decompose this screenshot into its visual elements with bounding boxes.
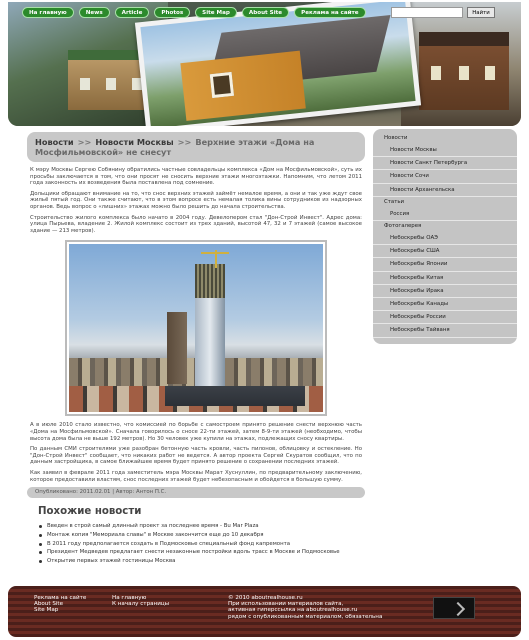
sidebar-item-news[interactable]: Новости: [384, 135, 408, 141]
footer: [8, 586, 521, 637]
page-title: Верхние этажи «Дома на Мосфильмовской» не снесут: [35, 137, 315, 157]
article-paragraph: Дольщики обращают внимание на то, что снос верхних этажей займёт немалое время, а они и так уже ждут свое жильё пятый год. Они также считают, что в этом вопросе есть немалая толика вины сотрудников из надзорных органов. Ведь вопрос о «лишних» этажах можно было решить до начала строительства.: [30, 190, 362, 210]
nav-photos[interactable]: Photos: [154, 7, 190, 18]
sidebar-item-russia[interactable]: Россия: [373, 208, 517, 221]
sidebar-item-iraq[interactable]: Небоскребы Ирака: [373, 285, 517, 298]
sidebar-item-spb-news[interactable]: Новости Санкт Петербурга: [373, 157, 517, 170]
search-input[interactable]: [391, 7, 463, 18]
related-news-item[interactable]: Президент Медведев предлагает снести незаконные постройки вдоль трасс в Москве и Подмосковье: [39, 548, 365, 557]
related-news-item[interactable]: Открытие первых этажей гостиницы Москва: [39, 557, 365, 566]
nav-site-map[interactable]: Site Map: [195, 7, 237, 18]
copyright-line: При использовании материалов сайта,: [228, 601, 344, 608]
related-news-item[interactable]: В 2011 году предполагается создать в Подмосковье специальный фонд капремонта: [39, 540, 365, 549]
breadcrumb-moscow-news[interactable]: Новости Москвы: [95, 137, 174, 147]
article-meta: Опубликовано: 2011.02.01 | Автор: Антон П.С.: [27, 487, 365, 498]
sidebar-menu: [373, 129, 517, 344]
footer-link-about[interactable]: About Site: [34, 601, 64, 608]
related-news-title: Похожие новости: [38, 506, 142, 518]
search-form: [391, 7, 495, 18]
article-paragraph: А в июле 2010 стало известно, что комиссией по борьбе с самостроем принято решение снести верхнюю часть «Дома на Мосфильмовской». Сначала говорилось о сносе 22-ти этажей, затем 8-9-ти этажей (необходимо, чтобы высота дома была не выше 192 метров). Но 30 человек уже купили на этажах, подлежащих сносу квартиры.: [30, 422, 362, 442]
article-paragraph: Строительство жилого комплекса было начато в 2004 году. Девелопером стал "Дон-Строй Инвест". Адрес дома: улица Пырьева, владение 2. Жилой комплекс состоит из трех зданий, высотой 47, 32 и 7 этажей (самое высокое здание — 213 метров).: [30, 214, 362, 234]
nav-news[interactable]: News: [79, 7, 110, 18]
sidebar-item-japan[interactable]: Небоскребы Японии: [373, 258, 517, 271]
footer-link-home[interactable]: На главную: [112, 595, 147, 601]
breadcrumb: [27, 132, 365, 162]
nav-article[interactable]: Article: [115, 7, 150, 18]
house-right-image: [419, 32, 509, 110]
footer-link-top[interactable]: К началу страницы: [112, 601, 170, 608]
nav-advertising[interactable]: Реклама на сайте: [294, 7, 366, 18]
article-photo: [65, 240, 327, 416]
header-banner: [8, 2, 521, 126]
sidebar-item-articles[interactable]: Статьи: [384, 198, 405, 205]
related-news-item[interactable]: Введен в строй самый длинный проект за последнее время - Bu Mar Plaza: [39, 522, 365, 531]
article-paragraph: К мэру Москвы Сергею Собянину обратились частные совладельцы комплекса «Дом на Мосфильмовской», суть их просьбы заключается в том, что они просят не сносить верхние этажи многоэтажки. Напомним, что летом 2011 года законность их возведения была поставлена под сомнение.: [30, 167, 362, 187]
related-news-list: [39, 522, 365, 566]
breadcrumb-separator: >>: [177, 137, 192, 147]
footer-links-col1: [34, 595, 86, 614]
header-photo-center: [135, 2, 421, 126]
article-paragraph: Как заявил в феврале 2011 года заместитель мэра Москвы Марат Хуснуллин, по предварительному заключению, которое предоставили властям, снос последних этажей будет небезопасным и обойдется в большую сумму.: [30, 469, 362, 483]
sidebar-item-russia-skyscrapers[interactable]: Небоскребы России: [373, 311, 517, 324]
sidebar-item-usa[interactable]: Небоскребы США: [373, 245, 517, 258]
sidebar-item-gallery[interactable]: Фотогалерея: [384, 223, 422, 230]
copyright-line: активная гиперссылка на aboutrealhouse.ru: [228, 607, 358, 614]
footer-link-sitemap[interactable]: Site Map: [34, 607, 59, 614]
breadcrumb-separator: >>: [77, 137, 92, 147]
sidebar-item-canada[interactable]: Небоскребы Канады: [373, 298, 517, 311]
sidebar-item-uae[interactable]: Небоскребы ОАЭ: [373, 232, 517, 245]
related-news-item[interactable]: Монтаж копия "Мемориала славы" в Москве закончится еще до 10 декабря: [39, 531, 365, 540]
scroll-top-arrow-icon[interactable]: [433, 597, 475, 619]
footer-copyright: [228, 595, 382, 620]
nav-home[interactable]: На главную: [22, 7, 74, 18]
sidebar-item-moscow-news[interactable]: Новости Москвы: [373, 144, 517, 157]
sidebar-item-sochi-news[interactable]: Новости Сочи: [373, 170, 517, 183]
copyright-line: рядом с опубликованным материалом, обязательна: [228, 613, 383, 620]
page: [8, 2, 521, 638]
footer-links-col2: [112, 595, 169, 607]
header-photo-right: [401, 2, 521, 126]
copyright-line: © 2010 aboutrealhouse.ru: [228, 595, 303, 601]
nav-about-site[interactable]: About Site: [242, 7, 289, 18]
main-content: [27, 132, 365, 566]
article-paragraph: По данным СМИ строителями уже разобран бетонную часть кровли, часть пилонов, облицовку и остекление. Но "Дон-Строй Инвест" сообщает, что никаких работ не ведется. А автор проекта Сергей Скуратов сообщил, что по данным застройщика, в самое ближайшее время будет принято решение о сохранении последних этажей.: [30, 446, 362, 466]
breadcrumb-news[interactable]: Новости: [35, 137, 74, 147]
footer-link-advertising[interactable]: Реклама на сайте: [34, 595, 87, 601]
sidebar-item-china[interactable]: Небоскребы Китая: [373, 272, 517, 285]
sidebar-item-taiwan[interactable]: Небоскребы Тайваня: [373, 324, 517, 337]
top-nav: [22, 7, 366, 18]
search-button[interactable]: Найти: [467, 7, 495, 18]
sidebar-item-arkhangelsk-news[interactable]: Новости Архангельска: [373, 184, 517, 197]
